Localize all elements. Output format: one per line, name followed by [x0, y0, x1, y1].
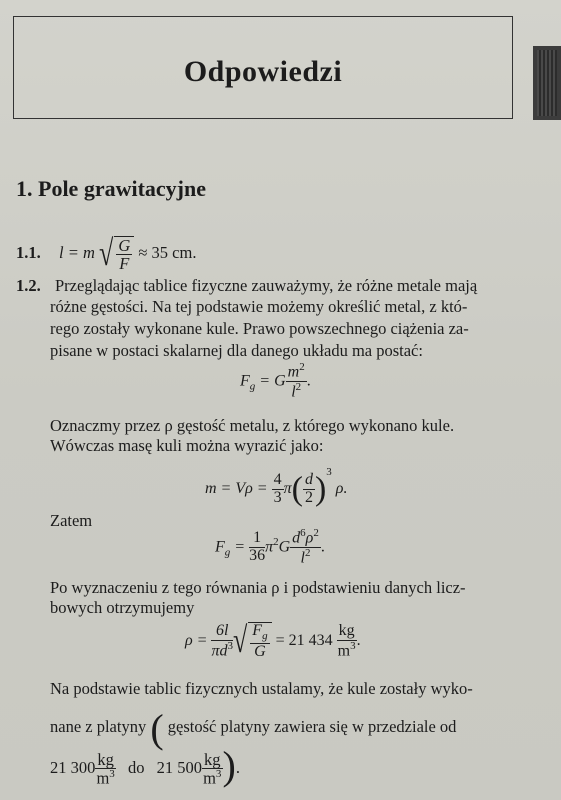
- numerator: 4: [273, 471, 282, 489]
- unit-fraction: [95, 751, 116, 787]
- exponent: 2: [299, 361, 305, 373]
- title-box: [13, 16, 513, 119]
- exponent: 2: [273, 535, 279, 548]
- text: do: [128, 758, 145, 777]
- text-line-11: [50, 742, 240, 789]
- subscript: g: [262, 630, 268, 643]
- chapter-heading: 1. Pole grawitacyjne: [16, 176, 206, 201]
- subscript: g: [224, 546, 231, 559]
- text-line: Oznaczmy przez ρ gęstość metalu, z którego wykonano kule.: [50, 416, 455, 435]
- var: G: [278, 538, 291, 556]
- fraction: [249, 530, 265, 565]
- value: 21 300: [50, 758, 96, 777]
- denominator: 2: [304, 488, 313, 506]
- value: 21 500: [156, 758, 202, 777]
- var-F: F: [119, 254, 130, 274]
- var: ρ.: [335, 480, 348, 497]
- sqrt-content: [114, 236, 134, 273]
- eq-part: m = Vρ =: [205, 480, 268, 497]
- text-line: Zatem: [50, 511, 93, 530]
- unit-fraction: [337, 623, 357, 660]
- text-line: bowych otrzymujemy: [50, 598, 195, 617]
- equation-mass: [205, 466, 347, 508]
- fraction: [286, 362, 307, 401]
- eq-part: = G: [259, 372, 286, 390]
- paren-open: (: [291, 470, 303, 508]
- eq-part: ρ =: [185, 631, 208, 649]
- denominator: l: [291, 383, 296, 401]
- var: F: [252, 622, 263, 639]
- exponent: 3: [215, 768, 222, 781]
- answer-1-1: [16, 233, 197, 274]
- fraction: [272, 472, 284, 507]
- text: nane z platyny: [50, 717, 147, 736]
- paren-open: (: [150, 706, 164, 751]
- punct: .: [320, 538, 325, 556]
- exponent: 3: [227, 639, 233, 652]
- exponent: 3: [109, 768, 115, 781]
- denominator: πd: [211, 641, 228, 659]
- var-G: G: [118, 236, 131, 255]
- denominator: l: [300, 549, 305, 567]
- fraction: [290, 528, 321, 567]
- thumb-index-tab: [533, 46, 561, 120]
- unit-den: m: [96, 768, 110, 788]
- fraction: [211, 623, 233, 660]
- text-line: Na podstawie tablic fizycznych ustalamy, że kule zostały wyko-: [50, 679, 473, 698]
- text-line: różne gęstości. Na tej podstawie możemy określić metal, z któ-: [50, 297, 468, 316]
- text-line: Przeglądając tablice fizyczne zauważymy, że różne metale mają: [55, 276, 478, 295]
- var-l: l: [59, 243, 64, 263]
- numerator: ρ: [305, 529, 314, 547]
- denominator: 3: [273, 488, 282, 506]
- exponent: 3: [326, 466, 332, 478]
- pi: π: [265, 538, 274, 556]
- denominator: 36: [249, 547, 266, 565]
- equation-density: [185, 622, 361, 661]
- var: G: [254, 642, 266, 660]
- unit-fraction: [202, 751, 223, 787]
- text: gęstość platyny zawiera się w przedziale od: [167, 717, 457, 736]
- numerator: d: [304, 471, 313, 489]
- numerator: 6l: [211, 623, 233, 641]
- unit-num: kg: [338, 621, 355, 639]
- numerator: m: [287, 363, 300, 381]
- pi: π: [283, 480, 292, 497]
- approx-result: ≈ 35 cm.: [138, 243, 197, 263]
- exponent: 6: [300, 527, 306, 539]
- answer-label: 1.1.: [16, 243, 41, 263]
- paren-close: ): [314, 470, 327, 508]
- answer-1-2-line1: [16, 276, 477, 296]
- var: F: [215, 538, 225, 556]
- text-line: rego zostały wykonane kule. Prawo powszechnego ciążenia za-: [50, 319, 469, 338]
- page-title: Odpowiedzi: [183, 55, 343, 88]
- exponent: 2: [313, 527, 319, 539]
- punct: .: [356, 631, 361, 649]
- equation-force: [215, 528, 325, 567]
- punct: .: [306, 372, 311, 390]
- exponent: 2: [295, 381, 302, 394]
- sqrt-content: [248, 622, 271, 661]
- answer-label: 1.2.: [16, 276, 41, 295]
- unit-num: kg: [97, 750, 114, 770]
- eq-part: =: [234, 538, 246, 556]
- subscript: g: [249, 380, 256, 393]
- sqrt-sign: √: [233, 620, 248, 661]
- eq-part: = m: [67, 243, 95, 263]
- text-line: Wówczas masę kuli można wyrazić jako:: [50, 436, 324, 455]
- punct: .: [235, 758, 240, 777]
- fraction: [303, 472, 315, 507]
- numerator: d: [292, 529, 301, 547]
- var: F: [240, 372, 250, 390]
- sqrt-sign: √: [99, 233, 114, 274]
- unit-den: m: [337, 641, 351, 659]
- unit-num: kg: [204, 750, 221, 770]
- text-line: Po wyznaczeniu z tego równania ρ i podstawieniu danych licz-: [50, 578, 466, 597]
- result-value: = 21 434: [275, 631, 333, 649]
- paren-close: ): [222, 743, 236, 788]
- numerator: 1: [249, 530, 265, 548]
- text-line: pisane w postaci skalarnej dla danego układu ma postać:: [50, 341, 423, 360]
- exponent: 3: [350, 639, 356, 652]
- exponent: 2: [304, 547, 311, 560]
- equation-gravity: [240, 362, 311, 401]
- unit-den: m: [203, 768, 216, 788]
